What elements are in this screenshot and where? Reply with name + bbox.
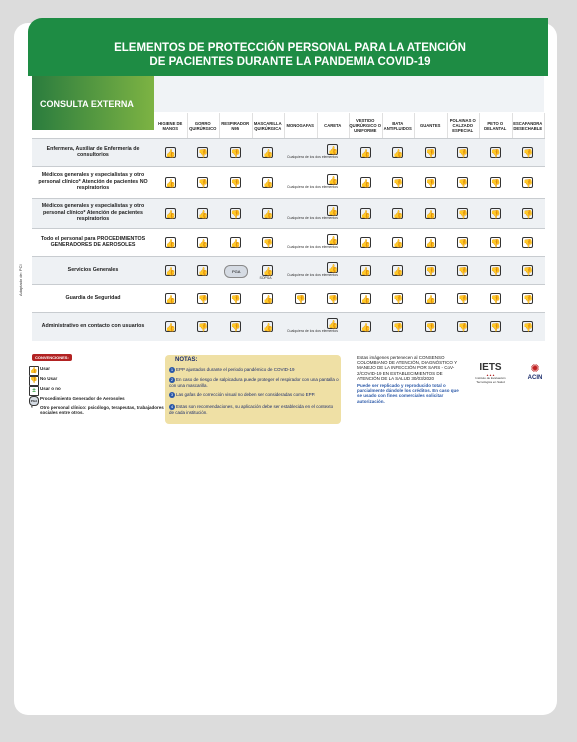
- thumb-up-icon: 👍: [263, 178, 274, 188]
- thumb-up-icon: 👍: [393, 238, 404, 248]
- column-picture: [479, 76, 513, 112]
- column-header: RESPIRADOR N95: [219, 113, 253, 138]
- thumb-up-icon: 👍: [360, 178, 371, 188]
- thumb-up-icon: 👍: [165, 178, 176, 188]
- thumb-down-icon: 👎: [198, 322, 209, 332]
- asterisk-icon: *: [31, 405, 33, 410]
- legend-title: CONVENCIONES:: [32, 354, 72, 361]
- thumb-down-icon: 👎: [328, 294, 339, 304]
- thumb-up-icon: 👍: [263, 294, 274, 304]
- row-label: Enfermera, Auxiliar de Enfermería de consultorios: [46, 145, 140, 158]
- thumb-down-icon: 👎: [198, 178, 209, 188]
- legend-usar-o-no: ± Usar o no: [40, 386, 61, 391]
- thumb-up-icon: 👍: [425, 209, 436, 219]
- section-header: [32, 76, 154, 130]
- note-2: 2 En caso de riesgo de salpicadura puede proteger el respirador con una pantalla o con una mascarilla.: [169, 377, 339, 388]
- thumb-down-icon: 👎: [490, 178, 501, 188]
- thumb-down-icon: 👎: [393, 178, 404, 188]
- thumb-up-icon: 👍: [328, 146, 339, 155]
- thumb-down-icon: 👎: [393, 294, 404, 304]
- thumb-down-icon: 👎: [523, 209, 534, 219]
- thumb-down-icon: 👎: [523, 148, 534, 158]
- thumb-up-icon: 👍: [328, 176, 339, 185]
- thumb-up-icon: 👍: [425, 238, 436, 248]
- either-element-note: Cualquiera de los dos elementos: [287, 245, 338, 249]
- column-header: MASCARILLA QUIRÚRGICA: [252, 113, 286, 138]
- either-element-note: Cualquiera de los dos elementos: [287, 155, 338, 159]
- thumb-down-icon: 👎: [523, 266, 534, 276]
- thumb-maybe-icon: ±: [29, 386, 39, 396]
- column-picture: [414, 76, 448, 112]
- thumb-up-icon: 👍: [30, 368, 38, 374]
- either-element-note: Cualquiera de los dos elementos: [287, 185, 338, 189]
- column-header: HIGIENE DE MANOS: [154, 113, 188, 138]
- column-picture: [187, 76, 221, 112]
- row-label: Médicos generales y especialistas y otro personal clínico* Atención de pacientes respiratorios: [41, 203, 145, 223]
- row-label: Médicos generales y especialistas y otro personal clínico* Atención de pacientes NO respiratorios: [38, 172, 148, 192]
- thumb-up-icon: 👍: [165, 238, 176, 248]
- thumb-down-icon: 👎: [490, 209, 501, 219]
- thumb-up-icon: 👍: [165, 148, 176, 158]
- column-header: CARETA: [317, 113, 351, 138]
- thumb-up-icon: 👍: [165, 322, 176, 332]
- thumb-up-icon: 👍: [328, 236, 339, 245]
- thumb-down-icon: 👎: [523, 178, 534, 188]
- column-picture: [382, 76, 416, 112]
- thumb-up-icon: 👍: [328, 264, 339, 273]
- column-picture: [349, 76, 383, 112]
- thumb-up-icon: 👍: [360, 148, 371, 158]
- either-element-note: Cualquiera de los dos elementos: [287, 216, 338, 220]
- thumb-down-icon: 👎: [490, 322, 501, 332]
- thumb-up-icon: 👍: [263, 209, 274, 219]
- thumb-up-icon: 👍: [360, 266, 371, 276]
- thumb-down-icon: 👎: [458, 209, 469, 219]
- column-header: MONOGAFAS: [284, 113, 318, 138]
- thumb-up-icon: 👍: [393, 266, 404, 276]
- acin-logo: ✺ ACIN: [527, 363, 543, 381]
- either-element-note: Cualquiera de los dos elementos: [287, 329, 338, 333]
- thumb-down-icon: 👎: [425, 148, 436, 158]
- thumb-down-icon: 👎: [198, 148, 209, 158]
- either-element-note: Cualquiera de los dos elementos: [287, 273, 338, 277]
- thumb-down-icon: 👎: [458, 294, 469, 304]
- cloud-icon: PGA: [29, 396, 39, 406]
- thumb-up-icon: 👍: [263, 322, 274, 332]
- notes-title: NOTAS:: [175, 357, 198, 363]
- thumb-down-icon: 👎: [230, 322, 241, 332]
- thumb-up-icon: 👍: [198, 209, 209, 219]
- iets-logo: IETS ▲▲▲ Instituto de Evaluación Tecnológica en Salud: [475, 362, 506, 384]
- row-label: Guardia de Seguridad: [65, 294, 121, 301]
- thumb-down-icon: 👎: [458, 238, 469, 248]
- pga-cloud-icon: PGA: [224, 265, 248, 278]
- thumb-up-icon: 👍: [328, 320, 339, 329]
- thumb-down-icon: 👎: [425, 178, 436, 188]
- legend-pga: PGA Procedimiento Generador de Aerosoles: [40, 396, 125, 401]
- thumb-down-icon: 👎: [490, 238, 501, 248]
- thumb-down-icon: 👎: [523, 294, 534, 304]
- column-header: BATA ANTIFLUIDOS: [382, 113, 416, 138]
- thumb-down-icon: 👎: [458, 178, 469, 188]
- row-label: Todo el personal para PROCEDIMIENTOS GENERADORES DE AEROSOLES: [40, 235, 146, 248]
- thumb-down-icon: 👎: [523, 322, 534, 332]
- thumb-up-icon: 👍: [360, 322, 371, 332]
- thumb-up-icon: 👍: [393, 209, 404, 219]
- page-title: [40, 41, 540, 69]
- thumb-down-icon: 👎: [263, 238, 274, 248]
- column-picture: [284, 76, 318, 112]
- thumb-down-icon: 👎: [393, 322, 404, 332]
- column-header: GUANTES: [414, 113, 448, 138]
- note-4: 4 Estas son recomendaciones, su aplicación debe ser establecida en el contexto de cada institución.: [169, 404, 334, 415]
- thumb-down-icon: 👎: [230, 148, 241, 158]
- thumb-down-icon: 👎: [490, 148, 501, 158]
- column-picture: [219, 76, 253, 112]
- column-picture: [447, 76, 481, 112]
- column-picture: [154, 76, 188, 112]
- side-note: Adaptado de: PCI: [18, 264, 23, 296]
- sopsa-label: SOPSA: [259, 276, 272, 280]
- column-header: VESTIDO QUIRÚRGICO O UNIFORME: [349, 113, 383, 138]
- thumb-down-icon: 👎: [490, 266, 501, 276]
- thumb-up-icon: 👍: [230, 238, 241, 248]
- column-header: POLAINAS O CALZADO ESPECIAL: [447, 113, 481, 138]
- column-picture: [252, 76, 286, 112]
- thumb-up-icon: 👍: [393, 148, 404, 158]
- thumb-up-icon: 👍: [165, 266, 176, 276]
- thumb-down-icon: 👎: [425, 322, 436, 332]
- notes-box: [165, 355, 341, 424]
- thumb-down-icon: 👎: [425, 266, 436, 276]
- column-picture: [512, 76, 546, 112]
- column-picture: [317, 76, 351, 112]
- thumb-down-icon: 👎: [490, 294, 501, 304]
- section-label: CONSULTA EXTERNA: [40, 99, 134, 109]
- thumb-up-icon: 👍: [425, 294, 436, 304]
- legend-usar: 👍 Usar: [30, 366, 51, 374]
- thumb-down-icon: 👎: [458, 266, 469, 276]
- row-label: Administrativo en contacto con usuarios: [41, 322, 145, 329]
- column-header: PETO O DELANTAL: [479, 113, 513, 138]
- thumb-down-icon: 👎: [458, 148, 469, 158]
- thumb-up-icon: 👍: [165, 209, 176, 219]
- column-header: ESCAFANDRA DESECHABLE: [512, 113, 546, 138]
- row-label: Servicios Generales: [67, 266, 119, 273]
- thumb-up-icon: 👍: [328, 207, 339, 216]
- thumb-up-icon: 👍: [263, 266, 274, 276]
- title-line-2: DE PACIENTES DURANTE LA PANDEMIA COVID-19: [149, 56, 431, 68]
- thumb-down-icon: 👎: [198, 294, 209, 304]
- thumb-up-icon: 👍: [360, 238, 371, 248]
- thumb-down-icon: 👎: [523, 238, 534, 248]
- thumb-down-icon: 👎: [30, 378, 38, 384]
- thumb-down-icon: 👎: [295, 294, 306, 304]
- thumb-down-icon: 👎: [230, 294, 241, 304]
- thumb-up-icon: 👍: [198, 238, 209, 248]
- thumb-down-icon: 👎: [458, 322, 469, 332]
- thumb-up-icon: 👍: [360, 209, 371, 219]
- note-1: 1 EPP ajustados durante el periodo pandémico de COVID-19: [170, 367, 295, 372]
- note-3: 3 Las gafas de corrección visual no deben ser consideradas como EPP.: [170, 392, 316, 397]
- legend-no-usar: 👎 No Usar: [30, 376, 58, 384]
- thumb-up-icon: 👍: [198, 266, 209, 276]
- thumb-up-icon: 👍: [263, 148, 274, 158]
- thumb-up-icon: 👍: [360, 294, 371, 304]
- title-line-1: ELEMENTOS DE PROTECCIÓN PERSONAL PARA LA ATENCIÓN: [114, 42, 466, 54]
- thumb-down-icon: 👎: [230, 209, 241, 219]
- thumb-down-icon: 👎: [230, 178, 241, 188]
- column-header: GORRO QUIRÚRGICO: [187, 113, 221, 138]
- legend-otro: * Otro personal clínico: psicólogo, terapeutas, trabajadores sociales entre otros.: [31, 405, 164, 415]
- consenso-text: Estas imágenes pertenecen al CONSENSO COLOMBIANO DE ATENCIÓN, DIAGNÓSTICO Y MANEJO DE LA INFECCIÓN POR SARS - CoV-2/COVID-19 EN ESTABLECIMIENTOS DE ATENCIÓN DE LA SALUD 30/03/2020 Puede ser replicado y reproducido total o parcialmente dándole los créditos. En caso que se usado con fines comerciales solicitar autorización.: [357, 355, 459, 404]
- thumb-up-icon: 👍: [165, 294, 176, 304]
